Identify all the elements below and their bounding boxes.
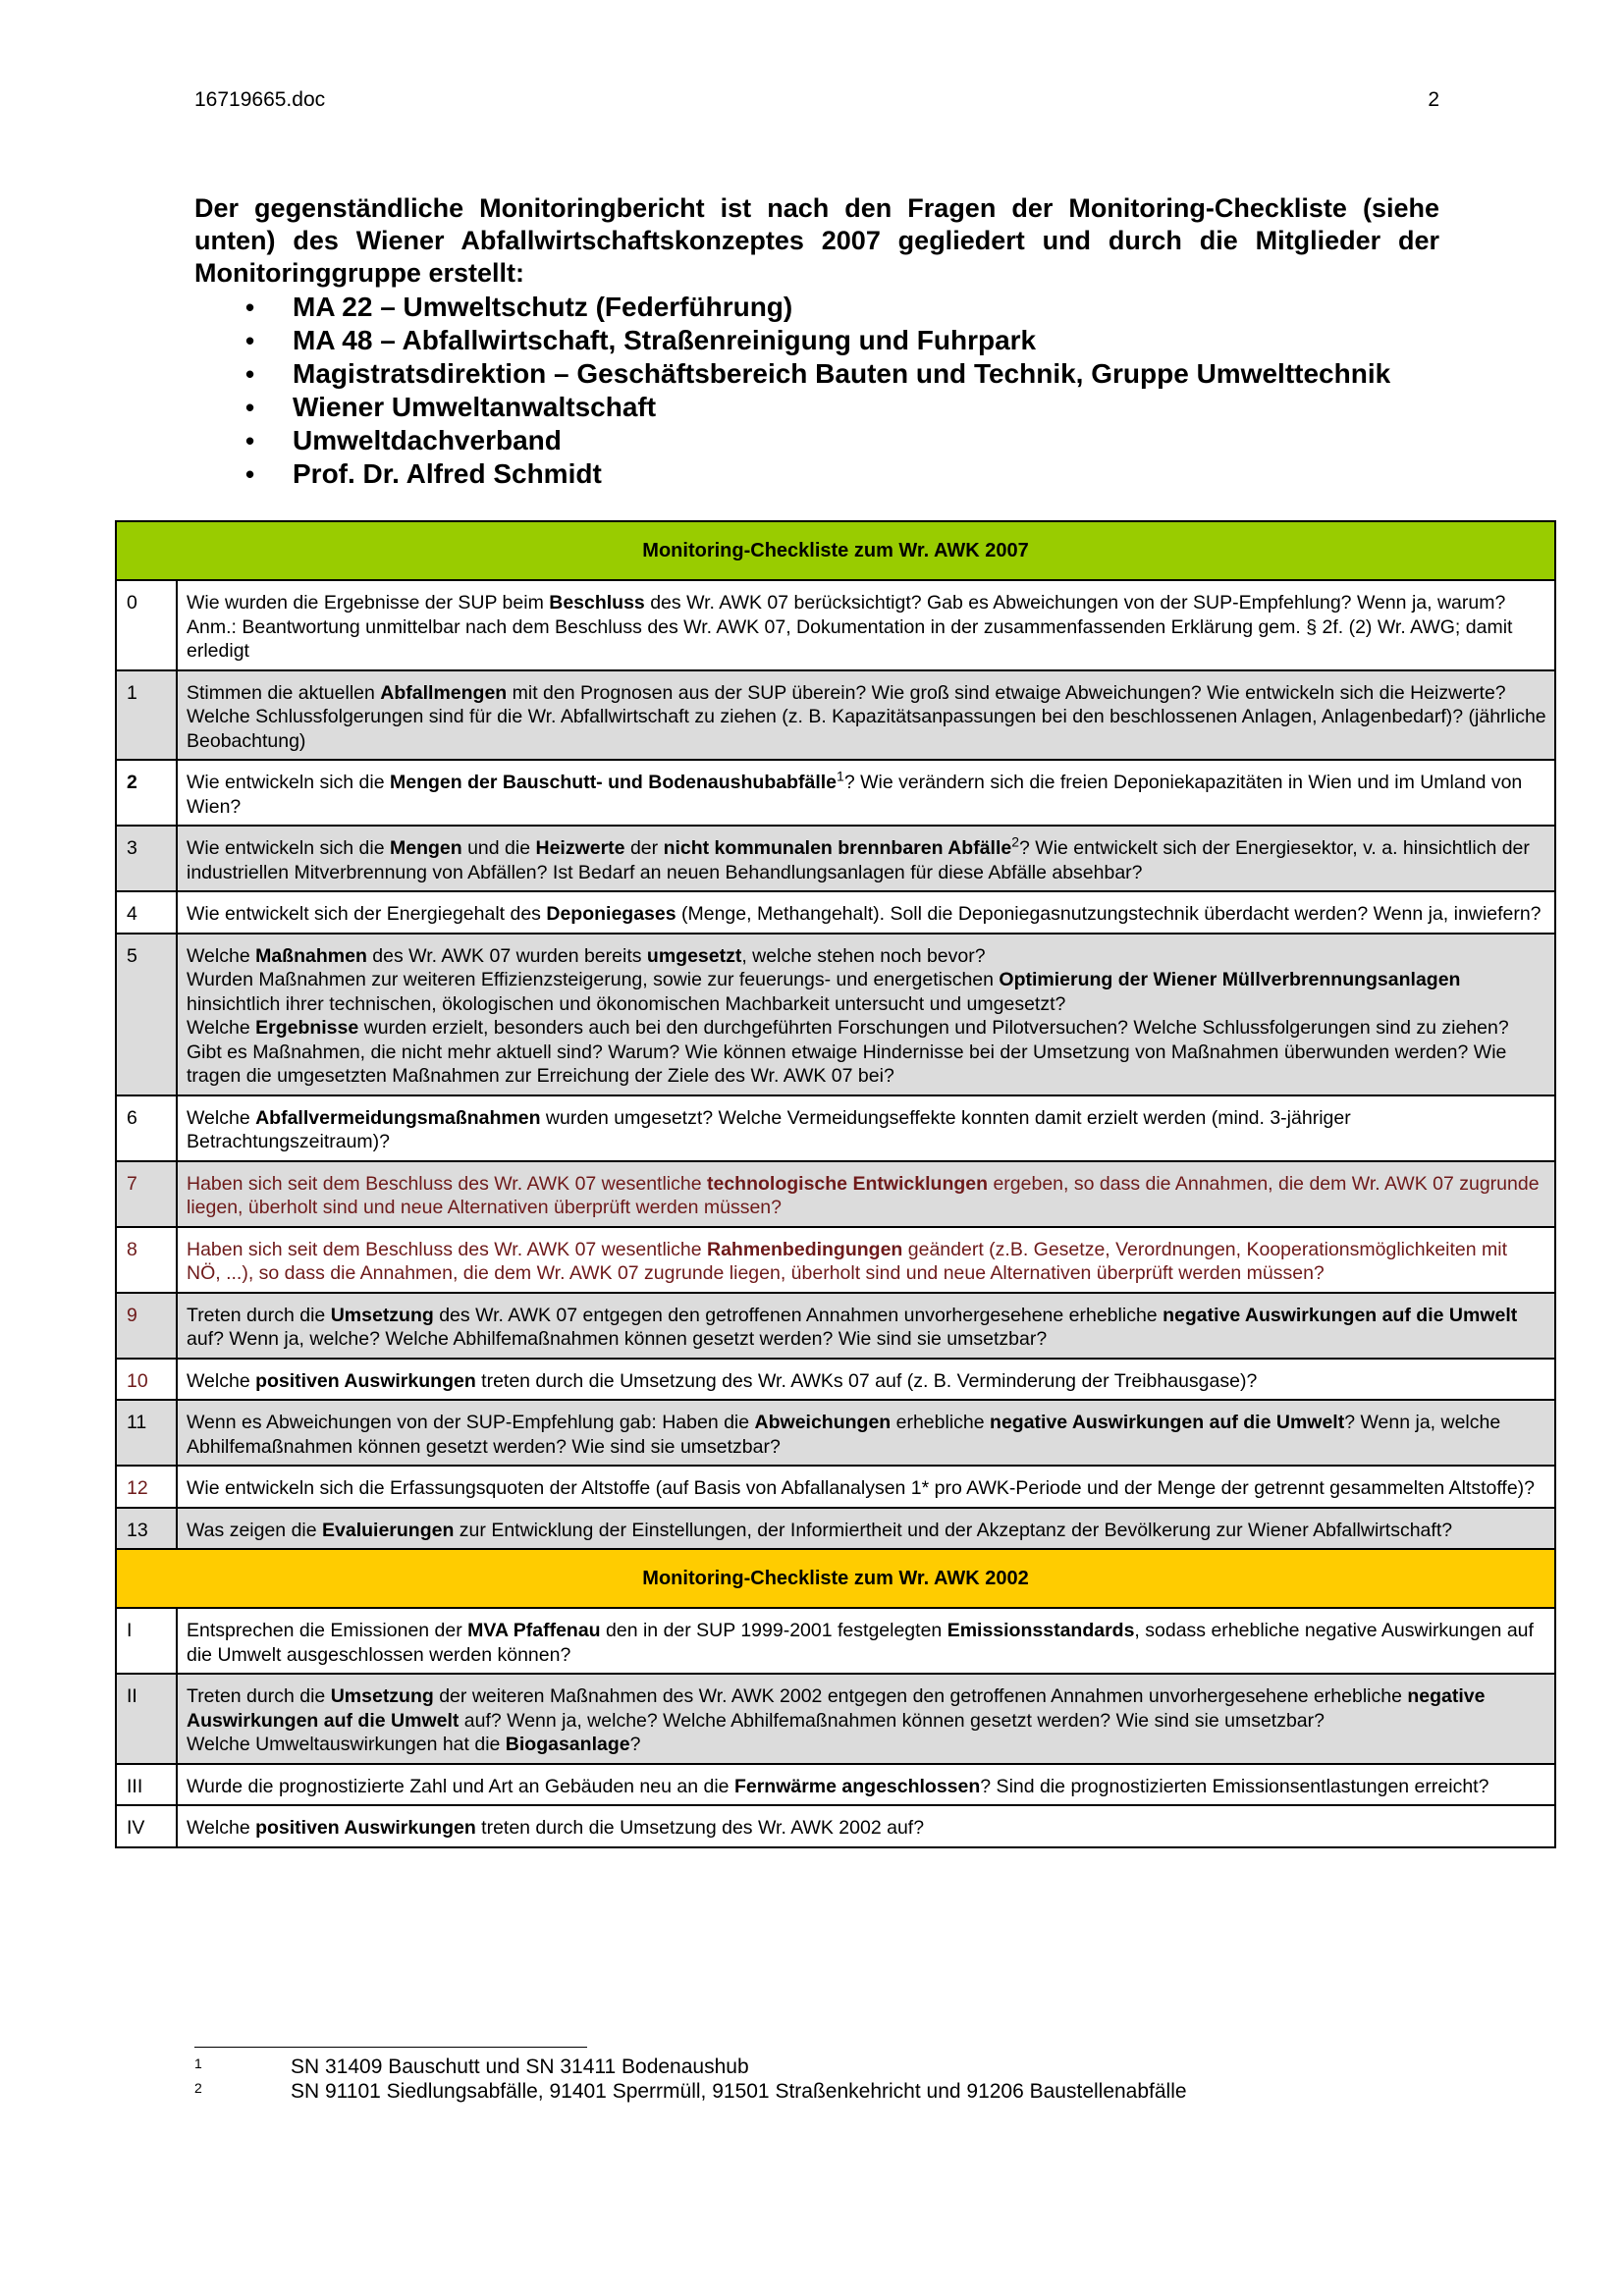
row-number: 9 [116,1293,177,1359]
table-row [116,670,1555,761]
table-row [116,1508,1555,1550]
footnote [194,2055,1187,2079]
footnote-separator [194,2047,587,2048]
table-row [116,1293,1555,1359]
table-row [116,760,1555,826]
table-row [116,934,1555,1095]
row-number: 1 [116,670,177,761]
row-number: 7 [116,1161,177,1227]
row-question: Welche Abfallvermeidungsmaßnahmen wurden umgesetzt? Welche Vermeidungseffekte konnten damit erzielt werden (mind. 3-jähriger Betrachtungszeitraum)? [177,1095,1555,1161]
row-question: Stimmen die aktuellen Abfallmengen mit den Prognosen aus der SUP überein? Wie groß sind etwaige Abweichungen? Wie entwickeln sich die Heizwerte? Welche Schlussfolgerungen sind für die Wr. Abfallwirtschaft zu ziehen (z. B. Kapazitätsanpassungen bei den beschlossenen Anlagen, Anlagenbedarf)? (jährliche Beobachtung) [177,670,1555,761]
row-question: Treten durch die Umsetzung der weiteren Maßnahmen des Wr. AWK 2002 entgegen den getroffenen Annahmen unvorhergesehene erhebliche negative Auswirkungen auf die Umwelt auf? Wenn ja, welche? Welche Abhilfemaßnahmen können gesetzt werden? Wie sind sie umsetzbar? Welche Umweltauswirkungen hat die Biogasanlage? [177,1674,1555,1764]
row-number: 8 [116,1227,177,1293]
footnote-text: SN 91101 Siedlungsabfälle, 91401 Sperrmüll, 91501 Straßenkehricht und 91206 Baustellenabfälle [291,2080,1187,2103]
row-number: IV [116,1805,177,1847]
member-item: • Magistratsdirektion – Geschäftsbereich Bauten und Technik, Gruppe Umwelttechnik [194,357,1439,391]
footnote [194,2079,1187,2104]
row-question: Haben sich seit dem Beschluss des Wr. AWK 07 wesentliche technologische Entwicklungen ergeben, so dass die Annahmen, die dem Wr. AWK 07 zugrunde liegen, überholt sind und neue Alternativen überprüft werden müssen? [177,1161,1555,1227]
row-question: Wie wurden die Ergebnisse der SUP beim Beschluss des Wr. AWK 07 berücksichtigt? Gab es Abweichungen von der SUP-Empfehlung? Wenn ja, warum? Anm.: Beantwortung unmittelbar nach dem Beschluss des Wr. AWK 07, Dokumentation in der zusammenfassenden Erklärung gem. § 2f. (2) Wr. AWG; damit erledigt [177,580,1555,670]
intro-paragraph: Der gegenständliche Monitoringbericht ist nach den Fragen der Monitoring-Checkliste (siehe unten) des Wiener Abfallwirtschaftskonzeptes 2007 gegliedert und durch die Mitglieder der Monitoringgruppe erstellt: [194,193,1439,288]
section-title: Monitoring-Checkliste zum Wr. AWK 2002 [116,1549,1555,1608]
row-number: 2 [116,760,177,826]
row-question: Wenn es Abweichungen von der SUP-Empfehlung gab: Haben die Abweichungen erhebliche negative Auswirkungen auf die Umwelt? Wenn ja, welche Abhilfemaßnahmen können gesetzt werden? Wie sind sie umsetzbar? [177,1400,1555,1466]
row-question: Was zeigen die Evaluierungen zur Entwicklung der Einstellungen, der Informiertheit und der Akzeptanz der Bevölkerung zur Wiener Abfallwirtschaft? [177,1508,1555,1550]
row-question: Welche positiven Auswirkungen treten durch die Umsetzung des Wr. AWK 2002 auf? [177,1805,1555,1847]
monitoring-checklist-table [115,520,1556,1848]
row-number: 13 [116,1508,177,1550]
table-row [116,826,1555,891]
row-question: Wie entwickeln sich die Erfassungsquoten der Altstoffe (auf Basis von Abfallanalysen 1* pro AWK-Periode und der Menge der getrennt gesammelten Altstoffe)? [177,1466,1555,1508]
member-list [194,291,1439,491]
table-row [116,1161,1555,1227]
page-number: 2 [1428,88,1439,111]
footnotes [194,2055,1187,2104]
row-question: Welche Maßnahmen des Wr. AWK 07 wurden bereits umgesetzt, welche stehen noch bevor? Wurden Maßnahmen zur weiteren Effizienzsteigerung, sowie zur feuerungs- und energetischen Optimierung der Wiener Müllverbrennungsanlagen hinsichtlich ihrer technischen, ökologischen und ökonomischen Machbarkeit untersucht und umgesetzt? Welche Ergebnisse wurden erzielt, besonders auch bei den durchgeführten Forschungen und Pilotversuchen? Welche Schlussfolgerungen sind zu ziehen? Gibt es Maßnahmen, die nicht mehr aktuell sind? Warum? Wie können etwaige Hindernisse bei der Umsetzung von Maßnahmen überwunden werden? Wie tragen die umgesetzten Maßnahmen zur Erreichung der Ziele des Wr. AWK 07 bei? [177,934,1555,1095]
table-row [116,1764,1555,1806]
table-row [116,1227,1555,1293]
row-question: Wie entwickeln sich die Mengen und die Heizwerte der nicht kommunalen brennbaren Abfälle$^2$? Wie entwickelt sich der Energiesektor, v. a. hinsichtlich der industriellen Mitverbrennung von Abfällen? Ist Bedarf an neuen Behandlungsanlagen für diese Abfälle absehbar? [177,826,1555,891]
table-row [116,1095,1555,1161]
row-question: Haben sich seit dem Beschluss des Wr. AWK 07 wesentliche Rahmenbedingungen geändert (z.B. Gesetze, Verordnungen, Kooperationsmöglichkeiten mit NÖ, ...), so dass die Annahmen, die dem Wr. AWK 07 zugrunde liegen, überholt sind und neue Alternativen überprüft werden müssen? [177,1227,1555,1293]
row-number: 10 [116,1359,177,1401]
row-number: III [116,1764,177,1806]
row-question: Wie entwickeln sich die Mengen der Bauschutt- und Bodenaushubabfälle$^1$? Wie verändern sich die freien Deponiekapazitäten in Wien und im Umland von Wien? [177,760,1555,826]
section-header-awk-2007 [116,521,1555,580]
table-row [116,580,1555,670]
table-row [116,1466,1555,1508]
member-item: • Prof. Dr. Alfred Schmidt [194,457,1439,491]
member-item: • Umweltdachverband [194,424,1439,457]
table-row [116,1400,1555,1466]
footnote-text: SN 31409 Bauschutt und SN 31411 Bodenaushub [291,2056,749,2078]
row-number: 11 [116,1400,177,1466]
row-question: Wie entwickelt sich der Energiegehalt des Deponiegases (Menge, Methangehalt). Soll die Deponiegasnutzungstechnik überdacht werden? Wenn ja, inwiefern? [177,891,1555,934]
footnote-mark: 1 [194,2056,202,2071]
row-number: 4 [116,891,177,934]
section-header-awk-2002 [116,1549,1555,1608]
document-filename: 16719665.doc [194,88,326,111]
row-question: Wurde die prognostizierte Zahl und Art an Gebäuden neu an die Fernwärme angeschlossen? Sind die prognostizierten Emissionsentlastungen erreicht? [177,1764,1555,1806]
row-number: 0 [116,580,177,670]
row-question: Entsprechen die Emissionen der MVA Pfaffenau den in der SUP 1999-2001 festgelegten Emissionsstandards, sodass erhebliche negative Auswirkungen auf die Umwelt ausgeschlossen werden können? [177,1608,1555,1674]
table-row [116,1674,1555,1764]
footnote-mark: 2 [194,2080,202,2096]
table-row [116,1359,1555,1401]
row-number: 12 [116,1466,177,1508]
member-item: • MA 22 – Umweltschutz (Federführung) [194,291,1439,324]
row-number: I [116,1608,177,1674]
row-number: II [116,1674,177,1764]
table-row [116,1608,1555,1674]
section-title: Monitoring-Checkliste zum Wr. AWK 2007 [116,521,1555,580]
table-row [116,1805,1555,1847]
row-number: 5 [116,934,177,1095]
page-header [194,88,1439,112]
row-question: Welche positiven Auswirkungen treten durch die Umsetzung des Wr. AWKs 07 auf (z. B. Verminderung der Treibhausgase)? [177,1359,1555,1401]
row-number: 3 [116,826,177,891]
member-item: • Wiener Umweltanwaltschaft [194,391,1439,424]
row-question: Treten durch die Umsetzung des Wr. AWK 07 entgegen den getroffenen Annahmen unvorhergesehene erhebliche negative Auswirkungen auf die Umwelt auf? Wenn ja, welche? Welche Abhilfemaßnahmen können gesetzt werden? Wie sind sie umsetzbar? [177,1293,1555,1359]
table-row [116,891,1555,934]
row-number: 6 [116,1095,177,1161]
member-item: • MA 48 – Abfallwirtschaft, Straßenreinigung und Fuhrpark [194,324,1439,357]
